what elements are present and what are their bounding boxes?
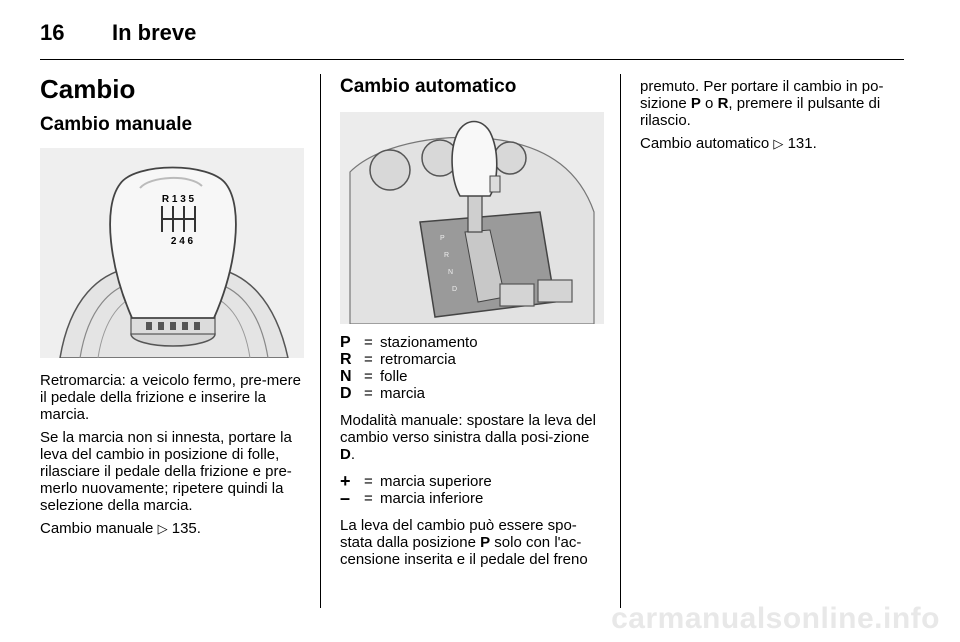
column-2 [340, 74, 604, 574]
knob-bottom-labels: 2 4 6 [170, 236, 194, 247]
reference-text: Cambio automatico [640, 135, 770, 152]
legend-value: marcia [380, 385, 426, 402]
reference-page: 135. [171, 520, 201, 537]
shift-symbol-legend [340, 473, 604, 507]
legend-value: retromarcia [380, 351, 456, 368]
legend-value: marcia superiore [380, 473, 492, 490]
symbol-row-upshift [340, 473, 604, 490]
column-divider-1 [320, 74, 321, 608]
automatic-gearbox-heading: Cambio automatico [340, 76, 517, 97]
chapter-title: Cambio [40, 74, 136, 104]
watermark-text: carmanualsonline.info [611, 602, 940, 635]
manual-gearbox-heading: Cambio manuale [40, 114, 193, 135]
selector-legend [340, 334, 604, 402]
svg-text:N: N [448, 269, 454, 276]
minus-icon: – [340, 488, 351, 508]
plus-icon: + [340, 471, 351, 491]
legend-row-park [340, 334, 604, 351]
knob-top-labels: R 1 3 5 [161, 194, 195, 205]
manual-gearbox-reference [40, 520, 304, 537]
gear-engage-paragraph: Se la marcia non si innesta, portare la leva del cambio in posizione di folle, rilasciare il pedale della frizione e pre-merlo nuovamente; ripetere quindi la selezione della marcia. [40, 429, 292, 514]
legend-key: N [340, 368, 352, 385]
reference-text: Cambio manuale [40, 520, 154, 537]
legend-value: marcia inferiore [380, 490, 484, 507]
automatic-gear-selector-figure [340, 112, 604, 324]
legend-row-drive [340, 385, 604, 402]
legend-equals: = [364, 385, 373, 402]
legend-value: folle [380, 368, 408, 385]
page-reference-icon: ▷ [773, 136, 784, 151]
release-button-paragraph: premuto. Per portare il cambio in po-sizione P o R, premere il pulsante di rilascio. [640, 78, 884, 129]
lever-release-paragraph: La leva del cambio può essere spo-stata dalla posizione P solo con l'ac-censione inserita e il pedale del freno [340, 517, 588, 568]
legend-key: P [340, 334, 351, 351]
legend-row-neutral [340, 368, 604, 385]
legend-equals: = [364, 368, 373, 385]
header-rule [40, 59, 904, 60]
automatic-gearbox-reference [640, 135, 904, 152]
legend-row-reverse [340, 351, 604, 368]
reverse-gear-paragraph: Retromarcia: a veicolo fermo, pre-mere il pedale della frizione e inserire la marcia. [40, 372, 301, 423]
column-1 [40, 74, 304, 543]
page-header [40, 18, 196, 48]
legend-equals: = [364, 334, 373, 351]
manual-gear-shift-knob-figure [40, 148, 304, 358]
symbol-row-downshift [340, 490, 604, 507]
section-title: In breve [112, 20, 197, 45]
column-3 [640, 78, 904, 158]
page-reference-icon: ▷ [157, 521, 168, 536]
legend-equals: = [364, 473, 373, 490]
svg-text:P: P [440, 235, 445, 242]
svg-text:D: D [452, 286, 458, 293]
svg-text:R: R [444, 252, 450, 259]
legend-key: D [340, 385, 352, 402]
page-number: 16 [40, 20, 65, 45]
manual-mode-paragraph: Modalità manuale: spostare la leva del cambio verso sinistra dalla posi-zione D. [340, 412, 596, 463]
legend-equals: = [364, 490, 373, 507]
legend-value: stazionamento [380, 334, 478, 351]
reference-page: 131. [787, 135, 817, 152]
column-divider-2 [620, 74, 621, 608]
legend-key: R [340, 351, 352, 368]
legend-equals: = [364, 351, 373, 368]
